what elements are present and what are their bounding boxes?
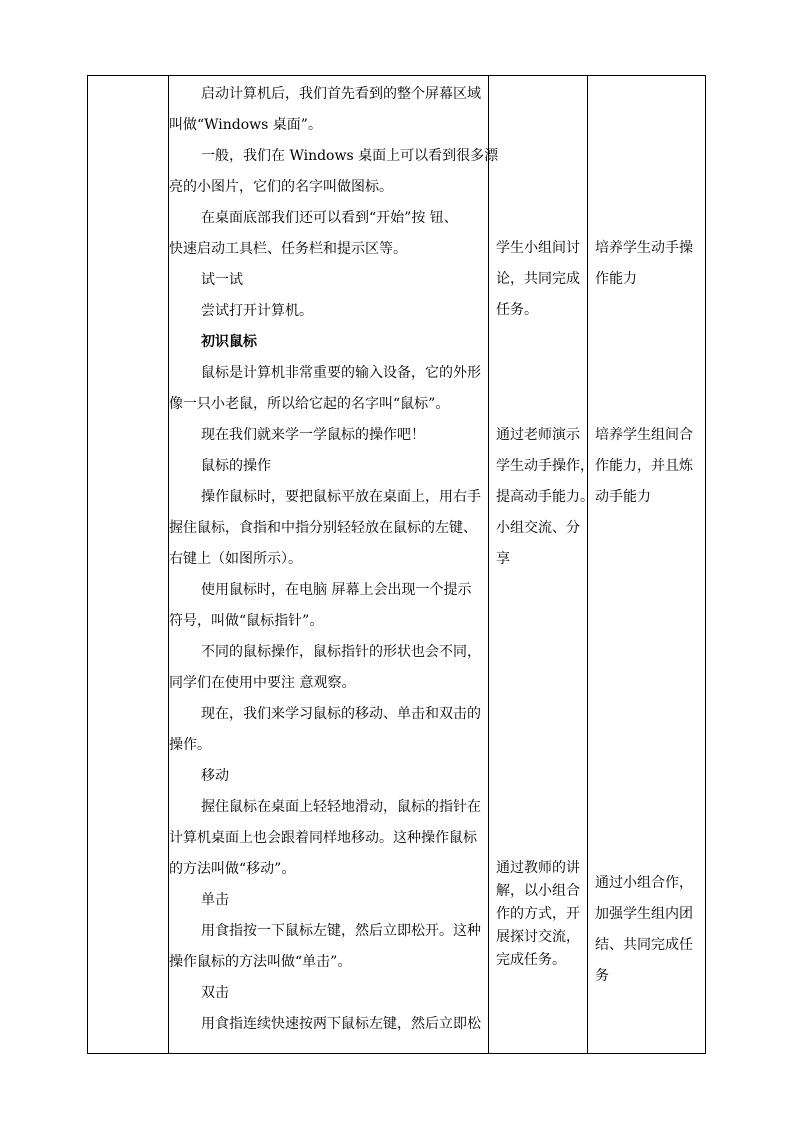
content-line: 现在，我们来学习鼠标的移动、单击和双击的	[201, 706, 481, 722]
content-line: 右键上（如图所示）。	[169, 551, 302, 567]
activity-line: 展探讨交流，	[496, 929, 580, 945]
content-line: 操作鼠标的方法叫做“单击”。	[169, 954, 352, 970]
activity-line: 小组交流、分	[496, 520, 580, 536]
activity-line: 解，以小组合	[496, 883, 580, 899]
content-line: 现在我们就来学一学鼠标的操作吧！	[201, 427, 425, 443]
activity-line: 享	[496, 551, 510, 567]
activity-line: 提高动手能力。	[496, 489, 594, 505]
content-line: 亮的小图片，它们的名字叫做图标。	[169, 179, 393, 195]
activity-line: 学生小组间讨	[496, 240, 580, 256]
content-line: 一般，我们在 Windows 桌面上可以看到很多漂	[201, 148, 499, 164]
content-line: 单击	[201, 892, 229, 908]
content-line: 像一只小老鼠，所以给它起的名字叫“鼠标”。	[169, 396, 450, 412]
activity-block-2	[495, 420, 594, 575]
purpose-line: 动手能力	[595, 489, 651, 505]
activity-line: 任务。	[496, 302, 538, 318]
purpose-line: 通过小组合作，	[595, 875, 693, 891]
purpose-line: 加强学生组内团	[595, 906, 693, 922]
content-line: 启动计算机后，我们首先看到的整个屏幕区域	[201, 86, 481, 102]
content-line: 在桌面底部我们还可以看到“开始”按 钮、	[201, 210, 458, 226]
content-line: 叫做“Windows 桌面”。	[169, 117, 322, 133]
purpose-line: 结、共同完成任	[595, 937, 693, 953]
purpose-line: 作能力	[595, 271, 637, 287]
content-line: 使用鼠标时，在电脑 屏幕上会出现一个提示	[201, 582, 472, 598]
lesson-table	[87, 75, 706, 1054]
activity-line: 完成任务。	[496, 952, 566, 968]
activity-line: 作的方式，开	[496, 906, 580, 922]
section-heading: 初识鼠标	[201, 334, 257, 350]
activity-block-3	[495, 857, 588, 972]
purpose-line: 务	[595, 968, 609, 984]
purpose-line: 培养学生动手操	[595, 240, 693, 256]
purpose-block-3	[595, 868, 703, 992]
content-line: 操作。	[169, 737, 211, 753]
content-line: 移动	[201, 768, 229, 784]
content-line: 计算机桌面上也会跟着同样地移动。这种操作鼠标	[169, 830, 477, 846]
purpose-block-1	[595, 233, 703, 295]
purpose-block-2	[595, 420, 703, 513]
activity-line: 论，共同完成	[496, 271, 580, 287]
content-line: 试一试	[201, 272, 243, 288]
content-line: 的方法叫做“移动”。	[169, 861, 296, 877]
activity-block-1	[495, 233, 588, 326]
content-line: 用食指连续快速按两下鼠标左键，然后立即松	[201, 1016, 481, 1032]
activity-line: 学生动手操作，	[496, 458, 594, 474]
content-line: 握住鼠标在桌面上轻轻地滑动，鼠标的指针在	[201, 799, 481, 815]
content-line: 用食指按一下鼠标左键，然后立即松开。这种	[201, 923, 481, 939]
activity-line: 通过老师演示	[496, 427, 580, 443]
content-line: 握住鼠标，食指和中指分别轻轻放在鼠标的左键、	[169, 520, 477, 536]
content-line: 鼠标的操作	[201, 458, 271, 474]
content-line: 符号，叫做“鼠标指针”。	[169, 613, 324, 629]
purpose-line: 作能力，并且炼	[595, 458, 693, 474]
content-line: 鼠标是计算机非常重要的输入设备，它的外形	[201, 365, 481, 381]
content-line: 双击	[201, 985, 229, 1001]
purpose-line: 培养学生组间合	[595, 427, 693, 443]
content-line: 尝试打开计算机。	[201, 303, 313, 319]
activity-line: 通过教师的讲	[496, 860, 580, 876]
content-line: 不同的鼠标操作，鼠标指针的形状也会不同，	[201, 644, 481, 660]
content-line: 同学们在使用中要注 意观察。	[169, 675, 356, 691]
content-line: 快速启动工具栏、任务栏和提示区等。	[169, 241, 407, 257]
content-line: 操作鼠标时，要把鼠标平放在桌面上，用右手	[201, 489, 481, 505]
